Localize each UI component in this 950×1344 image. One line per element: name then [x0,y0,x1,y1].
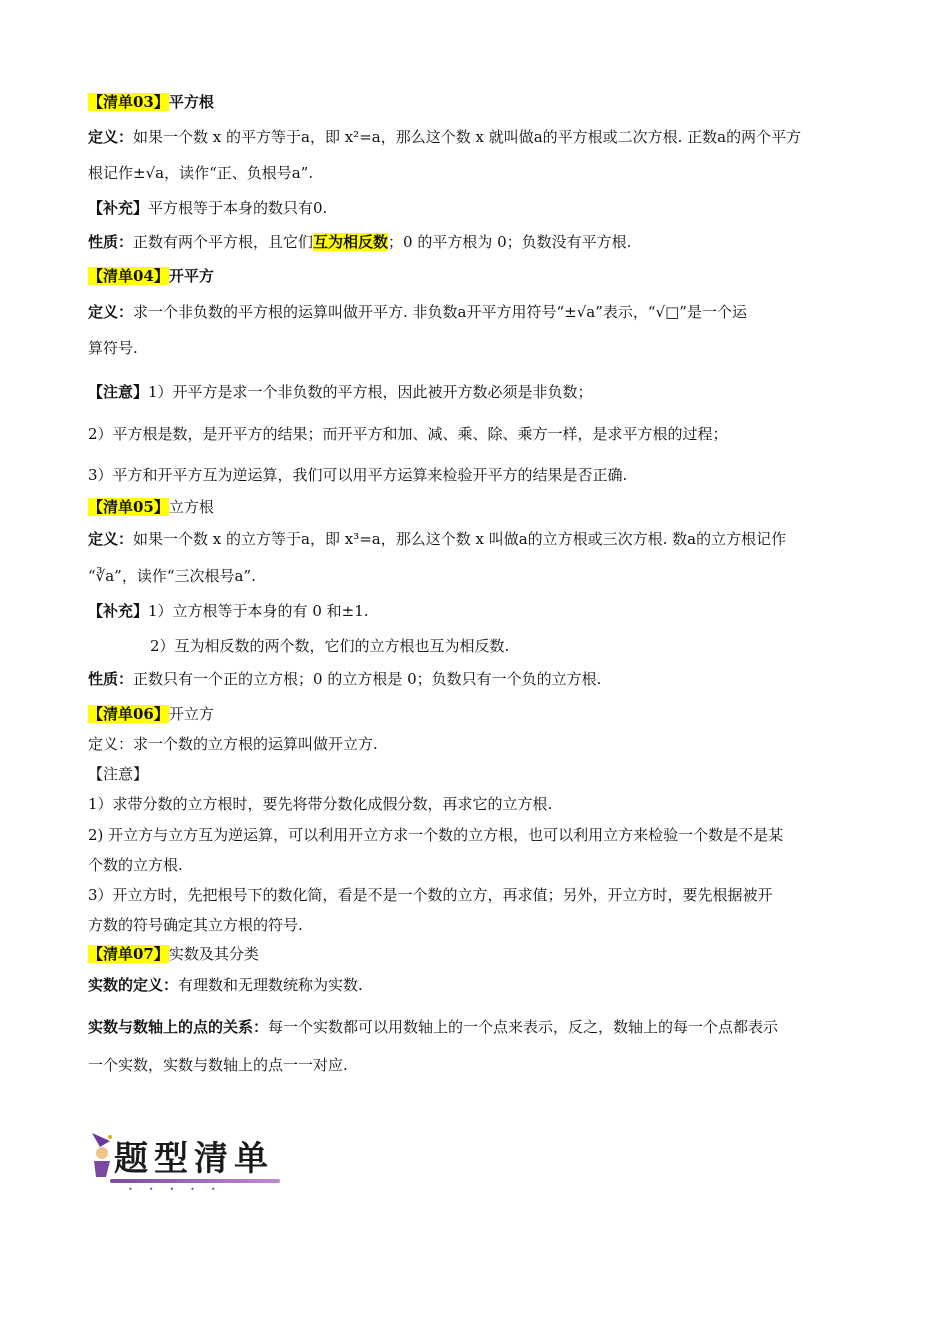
text: 如果一个数 x 的平方等于a，即 x²=a，那么这个数 x 就叫做a的平方根或二次方根. 正数a的两个平方 [133,128,802,146]
paragraph-line [88,529,868,549]
paragraph-line [88,855,868,875]
text: 1）求带分数的立方根时，要先将带分数化成假分数，再求它的立方根. [88,795,553,813]
section-heading-05 [88,497,868,517]
text: 根记作±√a，读作“正、负根号a”. [88,164,314,182]
paragraph-line [88,465,868,485]
text: 方数的符号确定其立方根的符号. [88,916,303,934]
section-title: 开平方 [168,267,214,285]
label: 性质： [88,670,134,688]
text: 有理数和无理数统称为实数. [178,976,363,994]
section-tag: 【清单07】 [88,945,169,963]
label: 定义： [88,303,134,321]
paragraph-line [88,338,868,358]
paragraph-line [88,302,868,322]
paragraph-line [88,163,868,183]
section-tag: 【清单04】 [88,267,169,285]
section-title: 立方根 [168,498,214,516]
highlight-text: 互为相反数 [313,233,389,251]
paragraph-line [88,669,868,689]
wizard-icon [88,1131,116,1179]
paragraph-line [88,382,868,402]
text: 2）平方根是数，是开平方的结果；而开平方和加、减、乘、除、乘方一样，是求平方根的过程； [88,425,728,443]
text: 一个实数，实数与数轴上的点一一对应. [88,1056,348,1074]
label: 性质： [88,233,134,251]
paragraph-line [88,424,868,444]
badge-dots: ••••• [128,1185,232,1194]
section-title: 开立方 [168,705,214,723]
section-heading-07 [88,944,868,964]
text: 算符号. [88,339,138,357]
text: 1）立方根等于本身的有 0 和±1. [148,602,369,620]
label: 【补充】 [88,199,149,217]
paragraph-line [88,1055,868,1075]
text: 3）平方和开平方互为逆运算，我们可以用平方运算来检验开平方的结果是否正确. [88,466,628,484]
paragraph-line [88,975,868,995]
badge-title: 题型清单 [114,1139,274,1179]
label: 实数与数轴上的点的关系： [88,1018,269,1036]
text: 1）开平方是求一个非负数的平方根，因此被开方数必须是非负数； [148,383,593,401]
text: 每一个实数都可以用数轴上的一个点来表示，反之，数轴上的每一个点都表示 [268,1018,779,1036]
section-title: 实数及其分类 [168,945,259,963]
label: 【补充】 [88,602,149,620]
paragraph-line [88,1017,868,1037]
paragraph-line [88,127,868,147]
paragraph-line [88,232,868,252]
paragraph-line [88,734,868,754]
text: 个数的立方根. [88,856,183,874]
text: 求一个非负数的平方根的运算叫做开平方. 非负数a开平方用符号“±√a”表示，“√□”是一个运 [133,303,747,321]
question-type-list-badge [88,1125,288,1194]
section-heading-03 [88,92,868,112]
text: 【注意】 [88,765,149,783]
text: 2) 开立方与立方互为逆运算，可以利用开立方求一个数的立方根，也可以利用立方来检验一个数是不是某 [88,826,784,844]
label: 【注意】 [88,383,149,401]
section-heading-06 [88,704,868,724]
section-heading-04 [88,266,868,286]
paragraph-line [88,885,868,905]
paragraph-line [88,566,868,586]
paragraph-line-indented [150,636,930,656]
paragraph-line [88,601,868,621]
text: 正数有两个平方根，且它们 [133,233,314,251]
text: 2）互为相反数的两个数，它们的立方根也互为相反数. [150,637,510,655]
paragraph-line [88,764,868,784]
badge-underline [110,1179,280,1183]
text: 正数只有一个正的立方根；0 的立方根是 0；负数只有一个负的立方根. [133,670,602,688]
label: 定义： [88,530,134,548]
paragraph-line [88,794,868,814]
text: “∛a”，读作“三次根号a”. [88,567,256,585]
section-tag: 【清单06】 [88,705,169,723]
text: 如果一个数 x 的立方等于a，即 x³=a，那么这个数 x 叫做a的立方根或三次方根. 数a的立方根记作 [133,530,787,548]
paragraph-line [88,198,868,218]
text: 定义：求一个数的立方根的运算叫做开立方. [88,735,378,753]
text: ；0 的平方根为 0；负数没有平方根. [388,233,632,251]
section-tag: 【清单03】 [88,93,169,111]
paragraph-line [88,825,868,845]
text: 平方根等于本身的数只有0. [148,199,328,217]
section-title: 平方根 [168,93,214,111]
text: 3）开立方时，先把根号下的数化简，看是不是一个数的立方，再求值；另外，开立方时，要先根据被开 [88,886,773,904]
label: 实数的定义： [88,976,179,994]
section-tag: 【清单05】 [88,498,169,516]
paragraph-line [88,915,868,935]
label: 定义： [88,128,134,146]
